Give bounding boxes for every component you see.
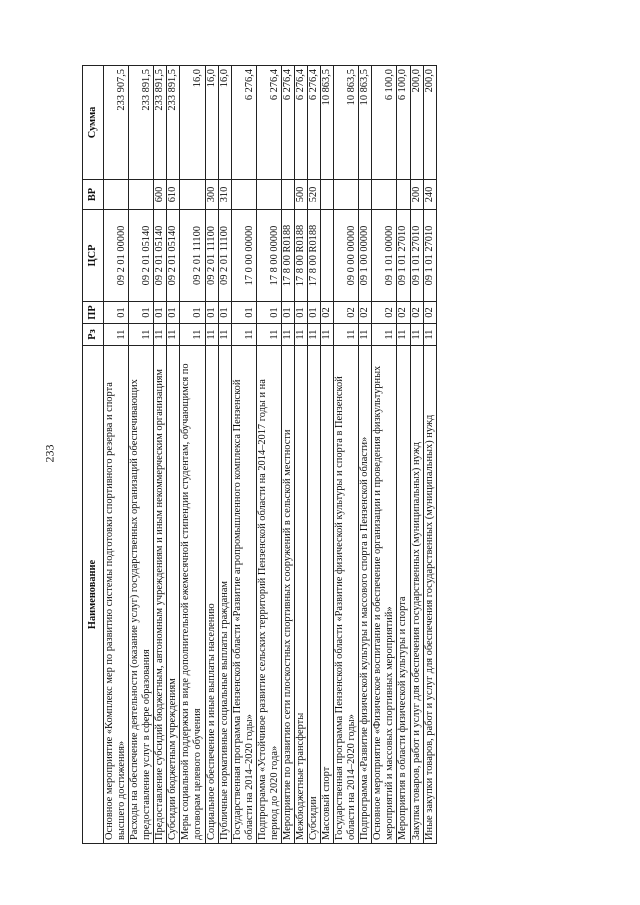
cell-vr: 500 [294, 180, 307, 210]
cell-pr: 01 [205, 302, 218, 324]
cell-vr: 200 [410, 180, 423, 210]
cell-sum: 16,0 [218, 66, 231, 180]
cell-rz: 11 [104, 324, 129, 346]
table-row [294, 66, 307, 844]
cell-name: Подпрограмма «Развитие физической культуры и массового спорта в Пензенской области» [359, 346, 372, 844]
cell-pr: 02 [410, 302, 423, 324]
cell-sum: 16,0 [205, 66, 218, 180]
cell-pr: 01 [218, 302, 231, 324]
header-csr: ЦСР [83, 210, 104, 302]
header-pr: ПР [83, 302, 104, 324]
cell-vr: 300 [205, 180, 218, 210]
cell-pr: 02 [321, 302, 334, 324]
cell-sum: 6 276,4 [281, 66, 294, 180]
cell-sum: 233 891,5 [154, 66, 167, 180]
cell-rz: 11 [154, 324, 167, 346]
cell-sum: 10 863,5 [321, 66, 334, 180]
cell-rz: 11 [308, 324, 321, 346]
cell-name: Меры социальной поддержки в виде дополнительной ежемесячной стипендии студентам, обучающимся по договорам целевого обучения [180, 346, 205, 844]
cell-name: Государственная программа Пензенской области «Развитие физической культуры и спорта в Пензенской области на 2014–2020 годы» [334, 346, 359, 844]
cell-vr [372, 180, 397, 210]
cell-name: Субсидии [308, 346, 321, 844]
cell-vr [281, 180, 294, 210]
cell-pr: 01 [180, 302, 205, 324]
cell-csr: 09 2 01 11100 [205, 210, 218, 302]
cell-csr: 17 0 00 00000 [231, 210, 256, 302]
table-row [281, 66, 294, 844]
cell-name: Межбюджетные трансферты [294, 346, 307, 844]
cell-sum: 6 276,4 [256, 66, 281, 180]
cell-vr [359, 180, 372, 210]
cell-rz: 11 [180, 324, 205, 346]
cell-name: Субсидии бюджетным учреждениям [167, 346, 180, 844]
cell-csr: 17 8 00 00000 [256, 210, 281, 302]
cell-rz: 11 [410, 324, 423, 346]
cell-sum: 6 100,0 [397, 66, 410, 180]
cell-rz: 11 [294, 324, 307, 346]
cell-name: Предоставление субсидий бюджетным, автономным учреждениям и иным некоммерческим организациям [154, 346, 167, 844]
cell-name: Основное мероприятие «Физическое воспитание и обеспечение организации и проведения физкультурных мероприятий и массовых спортивных мероприятий» [372, 346, 397, 844]
cell-vr [397, 180, 410, 210]
cell-pr: 02 [423, 302, 436, 324]
cell-csr: 09 2 01 11100 [180, 210, 205, 302]
cell-name: Мероприятие по развитию сети плоскостных спортивных сооружений в сельской местности [281, 346, 294, 844]
cell-vr [129, 180, 154, 210]
cell-rz: 11 [167, 324, 180, 346]
cell-csr: 09 1 01 27010 [410, 210, 423, 302]
cell-pr: 02 [372, 302, 397, 324]
budget-table-container [82, 66, 576, 844]
table-row [321, 66, 334, 844]
table-row [334, 66, 359, 844]
cell-name: Публичные нормативные социальные выплаты гражданам [218, 346, 231, 844]
table-row [231, 66, 256, 844]
cell-sum: 6 276,4 [231, 66, 256, 180]
header-rz: Рз [83, 324, 104, 346]
cell-csr: 09 2 01 05140 [167, 210, 180, 302]
cell-pr: 01 [231, 302, 256, 324]
header-sum: Сумма [83, 66, 104, 180]
table-row [397, 66, 410, 844]
table-row [410, 66, 423, 844]
header-vr: ВР [83, 180, 104, 210]
cell-name: Массовый спорт [321, 346, 334, 844]
table-header-row [83, 66, 104, 844]
page-number-text: 233 [42, 444, 57, 462]
budget-table-rotated [82, 66, 576, 844]
cell-csr: 09 1 01 27010 [397, 210, 410, 302]
table-row [218, 66, 231, 844]
table-row [359, 66, 372, 844]
budget-table [82, 65, 437, 844]
cell-csr [321, 210, 334, 302]
table-row [129, 66, 154, 844]
cell-sum: 10 863,5 [334, 66, 359, 180]
cell-vr: 600 [154, 180, 167, 210]
cell-name: Государственная программа Пензенской области «Развитие агропромышленного комплекса Пензенской области на 2014–2020 годы» [231, 346, 256, 844]
cell-vr: 240 [423, 180, 436, 210]
cell-sum: 16,0 [180, 66, 205, 180]
cell-name: Мероприятия в области физической культуры и спорта [397, 346, 410, 844]
cell-sum: 200,0 [410, 66, 423, 180]
cell-csr: 09 1 00 00000 [359, 210, 372, 302]
cell-rz: 11 [205, 324, 218, 346]
cell-pr: 02 [359, 302, 372, 324]
cell-vr [104, 180, 129, 210]
cell-pr: 01 [167, 302, 180, 324]
cell-csr: 17 8 00 R0188 [294, 210, 307, 302]
cell-rz: 11 [334, 324, 359, 346]
cell-pr: 01 [281, 302, 294, 324]
cell-csr: 09 1 01 00000 [372, 210, 397, 302]
table-row [423, 66, 436, 844]
cell-sum: 10 863,5 [359, 66, 372, 180]
cell-rz: 11 [321, 324, 334, 346]
cell-csr: 09 2 01 00000 [104, 210, 129, 302]
cell-rz: 11 [372, 324, 397, 346]
cell-rz: 11 [231, 324, 256, 346]
cell-name: Социальное обеспечение и иные выплаты населению [205, 346, 218, 844]
cell-csr: 09 0 00 00000 [334, 210, 359, 302]
cell-name: Иные закупки товаров, работ и услуг для обеспечения государственных (муниципальных) нужд [423, 346, 436, 844]
cell-name: Расходы на обеспечение деятельности (оказание услуг) государственных организаций обеспечивающих предоставление услуг в сфере образования [129, 346, 154, 844]
page-number [36, 438, 64, 468]
cell-rz: 11 [397, 324, 410, 346]
cell-vr [180, 180, 205, 210]
cell-vr: 520 [308, 180, 321, 210]
cell-rz: 11 [256, 324, 281, 346]
cell-pr: 01 [154, 302, 167, 324]
cell-csr: 17 8 00 R0188 [308, 210, 321, 302]
cell-pr: 02 [397, 302, 410, 324]
cell-name: Основное мероприятие «Комплекс мер по развитию системы подготовки спортивного резерва и спорта высшего достижения» [104, 346, 129, 844]
cell-sum: 6 276,4 [294, 66, 307, 180]
cell-name: Закупка товаров, работ и услуг для обеспечения государственных (муниципальных) нужд [410, 346, 423, 844]
cell-vr: 610 [167, 180, 180, 210]
cell-pr: 01 [308, 302, 321, 324]
cell-vr [231, 180, 256, 210]
cell-sum: 233 907,5 [104, 66, 129, 180]
cell-name: Подпрограмма «Устойчивое развитие сельских территорий Пензенской области на 2014–2017 годы и на период до 2020 года» [256, 346, 281, 844]
table-row [167, 66, 180, 844]
cell-csr: 09 2 01 05140 [154, 210, 167, 302]
cell-rz: 11 [423, 324, 436, 346]
cell-vr: 310 [218, 180, 231, 210]
table-row [104, 66, 129, 844]
cell-csr: 09 2 01 11100 [218, 210, 231, 302]
table-row [205, 66, 218, 844]
table-row [154, 66, 167, 844]
cell-rz: 11 [281, 324, 294, 346]
header-name: Наименование [83, 346, 104, 844]
cell-pr: 01 [294, 302, 307, 324]
cell-sum: 233 891,5 [129, 66, 154, 180]
cell-csr: 09 1 01 27010 [423, 210, 436, 302]
cell-pr: 01 [129, 302, 154, 324]
cell-sum: 233 891,5 [167, 66, 180, 180]
cell-csr: 17 8 00 R0188 [281, 210, 294, 302]
table-row [372, 66, 397, 844]
cell-rz: 11 [129, 324, 154, 346]
cell-pr: 01 [256, 302, 281, 324]
table-row [308, 66, 321, 844]
cell-vr [321, 180, 334, 210]
cell-vr [256, 180, 281, 210]
cell-sum: 200,0 [423, 66, 436, 180]
cell-rz: 11 [359, 324, 372, 346]
table-row [256, 66, 281, 844]
cell-pr: 01 [104, 302, 129, 324]
cell-csr: 09 2 01 05140 [129, 210, 154, 302]
cell-vr [334, 180, 359, 210]
cell-sum: 6 100,0 [372, 66, 397, 180]
table-row [180, 66, 205, 844]
cell-sum: 6 276,4 [308, 66, 321, 180]
cell-pr: 02 [334, 302, 359, 324]
cell-rz: 11 [218, 324, 231, 346]
